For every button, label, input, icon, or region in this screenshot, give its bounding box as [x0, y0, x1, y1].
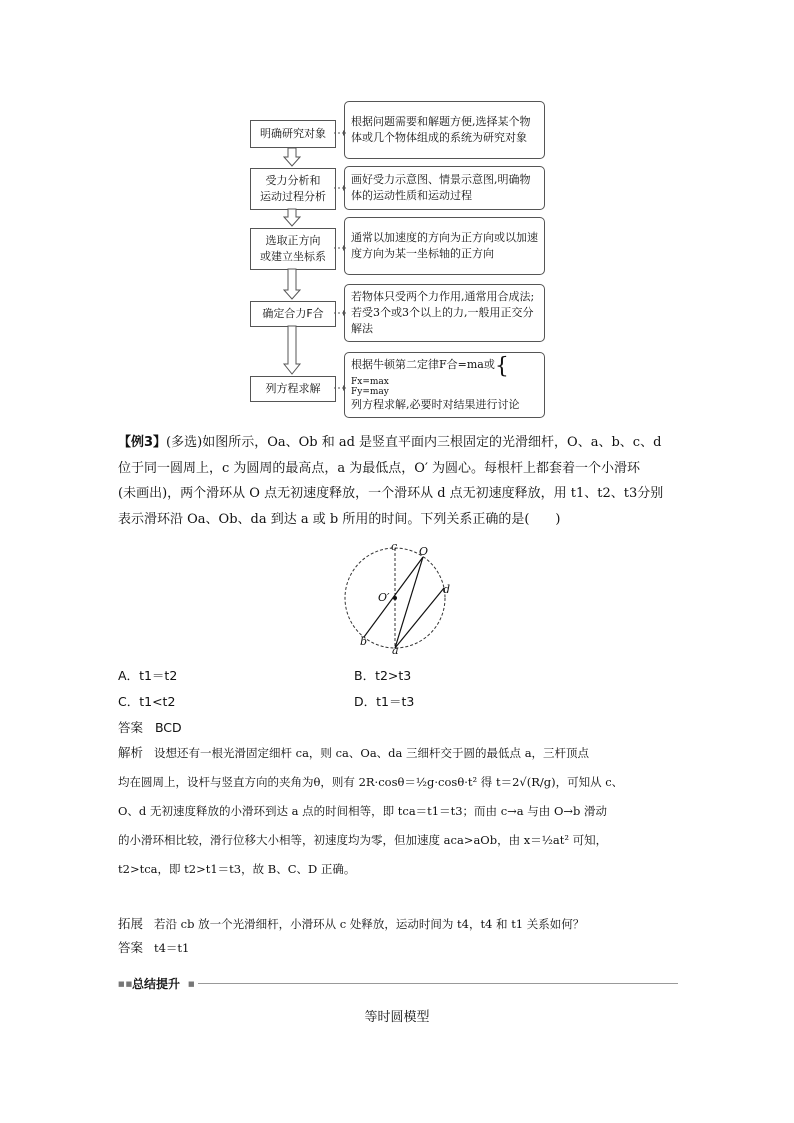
flow-step-2-desc: 画好受力示意图、情景示意图,明确物体的运动性质和运动过程: [344, 166, 545, 210]
down-arrow-1: [284, 148, 300, 166]
flow-step-5-text-b: 列方程求解,必要时对结果进行讨论: [351, 398, 520, 411]
flow-step-5-eq1: Fx=max: [351, 377, 389, 387]
label-d: d: [443, 583, 451, 596]
example-tag: 【例3】: [118, 435, 167, 450]
example-text-4: 表示滑环沿 Oa、Ob、da 到达 a 或 b 所用的时间。下列关系正确的是( ): [118, 511, 561, 527]
example-text-2: 位于同一圆周上，c 为圆周的最高点，a 为最低点，O′ 为圆心。每根杆上都套着一个小滑环: [118, 460, 641, 476]
summary-rule: [198, 983, 678, 984]
flow-step-1-desc: 根据问题需要和解题方便,选择某个物体或几个物体组成的系统为研究对象: [344, 101, 545, 159]
flow-step-5-eq2: Fy=may: [351, 387, 389, 397]
label-Oprime: O′: [378, 591, 390, 604]
summary-title: 总结提升: [132, 977, 181, 991]
answer-line: [118, 718, 182, 736]
analysis-line-1: 设想还有一根光滑固定细杆 ca，则 ca、Oa、da 三细杆交于圆的最低点 a，三杆顶点: [153, 746, 590, 760]
flow-step-1-label: 明确研究对象: [250, 120, 336, 148]
rod-Oa: [395, 557, 423, 648]
answer-label: 答案: [118, 720, 144, 735]
example-text-3: (未画出)，两个滑环从 O 点无初速度释放，一个滑环从 d 点无初速度释放，用 t1、t2、t3分别: [118, 486, 664, 501]
analysis-line-2: 均在圆周上，设杆与竖直方向的夹角为θ，则有 2R·cosθ＝½g·cosθ·t² 得 t＝2√(R/g)，可知从 c、: [118, 775, 624, 789]
option-C-text: t1<t2: [139, 694, 176, 709]
summary-dot-right: ■: [188, 980, 195, 988]
example-statement: [118, 430, 678, 532]
label-c: c: [391, 540, 398, 553]
down-arrow-4: [284, 326, 300, 374]
answer-value: BCD: [154, 720, 182, 735]
flow-step-2-label: 受力分析和 运动过程分析: [250, 168, 336, 210]
analysis-label: 解析: [118, 745, 144, 760]
extension-label: 拓展: [118, 916, 144, 931]
option-A-text: t1＝t2: [139, 668, 178, 683]
section-title: 等时圆模型: [364, 1010, 430, 1025]
option-D-text: t1＝t3: [376, 694, 415, 709]
example-multi: (多选): [166, 435, 203, 450]
analysis-line-5: t2>tca，即 t2>t1＝t3，故 B、C、D 正确。: [118, 862, 356, 876]
center-point: [393, 596, 397, 600]
flow-step-4-label: 确定合力F合: [250, 301, 336, 327]
option-B-text: t2>t3: [375, 668, 412, 683]
down-arrow-3: [284, 269, 300, 299]
label-a: a: [392, 644, 399, 657]
flow-step-4-desc: 若物体只受两个力作用,通常用合成法;若受3个或3个以上的力,一般用正交分解法: [344, 284, 545, 342]
extension: [118, 912, 688, 960]
example-text-1: 如图所示，Oa、Ob 和 ad 是竖直平面内三根固定的光滑细杆，O、a、b、c、d: [202, 435, 662, 450]
label-b: b: [360, 635, 368, 648]
option-C: C．t1<t2: [118, 694, 176, 709]
extension-text: 若沿 cb 放一个光滑细杆，小滑环从 c 处释放，运动时间为 t4，t4 和 t1 关系如何？: [153, 917, 585, 931]
flowchart-arrows: [0, 0, 794, 430]
flow-step-5-text-a: 根据牛顿第二定律F合=ma或: [351, 358, 495, 371]
analysis-line-3: O、d 无初速度释放的小滑环到达 a 点的时间相等，即 tca＝t1＝t3；而由 c→a 与由 O→b 滑动: [118, 804, 608, 818]
option-D: D．t1＝t3: [354, 694, 415, 709]
extension-answer-value: t4＝t1: [153, 941, 190, 955]
flow-step-3-label: 选取正方向 或建立坐标系: [250, 228, 336, 270]
analysis: [118, 738, 688, 884]
summary-dots-left: ■■: [118, 980, 134, 988]
flow-step-5-label: 列方程求解: [250, 376, 336, 402]
circle-figure: [330, 540, 470, 660]
flow-step-3-desc: 通常以加速度的方向为正方向或以加速度方向为某一坐标轴的正方向: [344, 217, 545, 275]
label-O: O: [419, 545, 429, 558]
option-B: B．t2>t3: [354, 668, 412, 683]
extension-answer-label: 答案: [118, 940, 144, 955]
summary-bar: [118, 975, 678, 991]
rod-da: [395, 588, 444, 648]
down-arrow-2: [284, 209, 300, 226]
option-A: A．t1＝t2: [118, 668, 178, 683]
flow-step-5-brace: {: [494, 354, 509, 379]
analysis-line-4: 的小滑环相比较，滑行位移大小相等，初速度均为零，但加速度 aca>aOb，由 x＝½at² 可知，: [118, 833, 608, 847]
